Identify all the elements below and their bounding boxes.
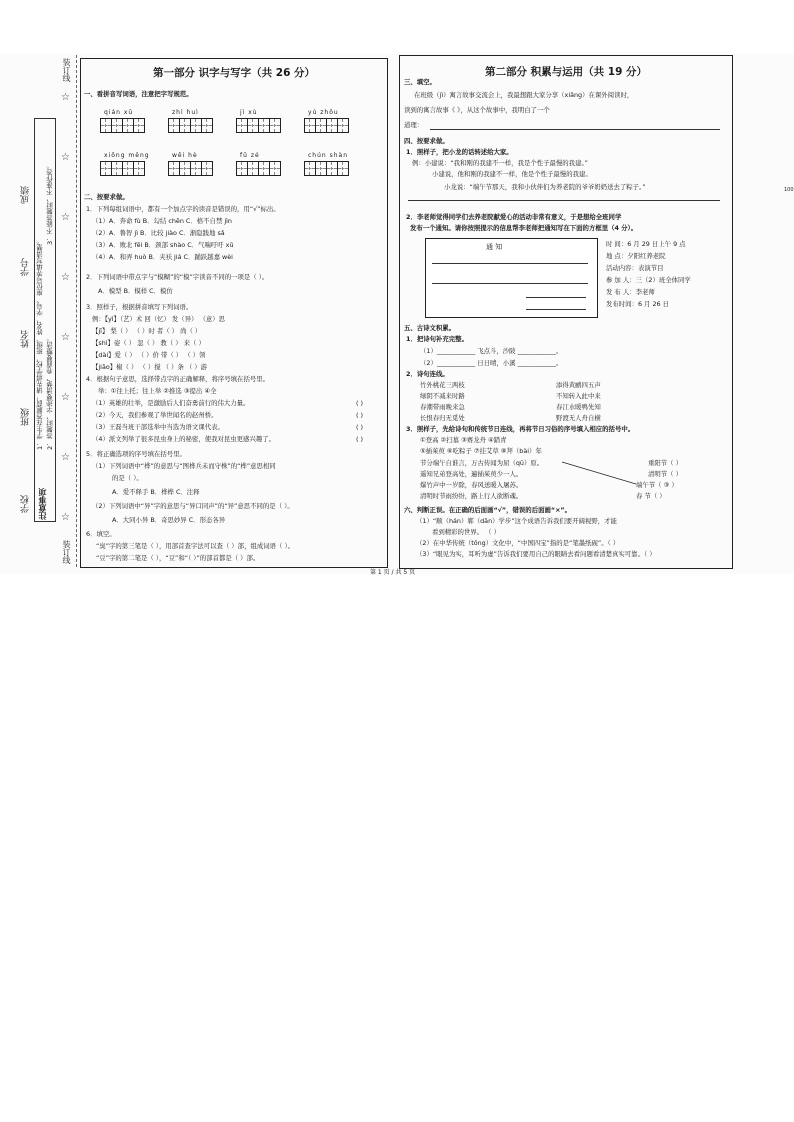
q2-4-row: （3）王磊当班干部选举中当选为语文课代表。 — [92, 423, 224, 431]
q2-6-line1: “臭”字的第三笔是（ ），用部首查字法可以查（ ）部，组成词语（ ）。 — [96, 542, 295, 550]
q5-title: 五、古诗文积累。 — [404, 324, 456, 332]
star-icon: ☆ — [61, 92, 70, 103]
poem-left[interactable]: 竹外桃花三两枝 — [420, 381, 465, 389]
poem-left[interactable]: 长恨春归无觅处 — [420, 414, 465, 422]
side-mark: 100 — [784, 187, 794, 193]
notice-line — [432, 283, 588, 284]
q2-3-stem: 3．照样子，根据拼音填写下列词语。 — [86, 303, 193, 311]
notice-line — [526, 309, 586, 310]
q6-line: （2）在中华传统（tǒng）文化中，“中国四宝”指的是“笔墨纸砚”。（ ） — [416, 539, 620, 547]
q3-line3: 道理： — [404, 121, 424, 129]
q2-4-stem: 4．根据句子意思，选择带点字的正确解释，将序号填在括号里。 — [86, 375, 270, 383]
field-score: 成绩 — [21, 186, 31, 204]
q2-3-example: 例：【yì】（艺）术 回（忆） 发（异） （意）思 — [92, 315, 226, 323]
q3-line1: 在班级（jì）寓言故事交流会上，我最想跟大家分享（xiǎng）在课外阅读时， — [414, 91, 634, 99]
pinyin: xiōng měng — [104, 152, 150, 159]
q5-1-line: （2）____________ 日日晴，小溪 ____________。 — [420, 359, 563, 367]
q2-1-row: （3）A．败北 fēi B．颈部 shào C．气喘吁吁 xū — [92, 241, 234, 249]
q4-title: 四、按要求做。 — [404, 137, 449, 145]
poem-right[interactable]: 野渡无人舟自横 — [556, 414, 601, 422]
page-footer: 第 1 页 / 共 5 页 — [370, 569, 416, 576]
tianzige-box[interactable] — [304, 161, 348, 180]
q2-2-options: A．模型 B．模样 C．模仿 — [98, 287, 173, 295]
tianzige-box[interactable] — [100, 161, 144, 180]
star-icon: ☆ — [61, 332, 70, 343]
q6-line: （1）“顺（hán）郸（dān）学步”这个成语告诉我们要开阔视野，才能 — [416, 517, 617, 525]
poem-right[interactable]: 添得黄鹂四五声 — [556, 381, 601, 389]
answer-blank[interactable]: ( ) — [356, 423, 364, 431]
festival-verse[interactable]: 爆竹声中一岁除，春风送暖入屠苏。 — [420, 481, 523, 489]
pinyin: chún shàn — [308, 152, 349, 159]
notice-info: 地 点：夕阳红养老院 — [606, 252, 666, 260]
q6-line: 看到精彩的世界。 （ ） — [432, 528, 500, 536]
notes-text-2: 2．答题时，字迹要清楚、卷面要整洁。 — [46, 335, 54, 450]
q2-5-line1b: 的是（ ）。 — [112, 474, 143, 482]
star-icon: ☆ — [61, 272, 70, 283]
answer-line[interactable] — [430, 129, 720, 130]
festival-name[interactable]: 端午节（ ③ ） — [636, 481, 678, 489]
q2-6-line2: “豆”字的第二笔是（ ），“豆”和“（ ）”的部首都是（ ）部。 — [96, 554, 260, 562]
festival-name[interactable]: 清明节（ ） — [648, 470, 682, 478]
pinyin: qián xū — [104, 109, 134, 116]
poem-left[interactable]: 绿阴不减来时路 — [420, 392, 465, 400]
q4-1-example1: 例：小建说：“我和刚的我建不一样，我是个性子最慢的我建。” — [412, 159, 588, 167]
star-icon: ☆ — [61, 452, 70, 463]
tianzige-box[interactable] — [100, 118, 144, 137]
q5-1-stem: 1．把诗句补充完整。 — [406, 335, 468, 343]
notice-info: 发 布 人：李老师 — [606, 288, 655, 296]
notice-info: 发布时间：6 月 26 日 — [606, 300, 670, 308]
notice-info: 活动内容：表演节目 — [606, 264, 664, 272]
notes-text-1: 1．学生在答题前，请先将学校、班级、姓名、学号、座位号等填写清楚。 — [36, 237, 44, 450]
pinyin: wēi hè — [172, 152, 198, 159]
binding-dashed-line — [76, 55, 77, 567]
pinyin: yú zhōu — [308, 109, 339, 116]
q2-4-sub: 举：①往上托；往上举 ②推选 ③提出 ④全 — [98, 387, 217, 395]
q2-5-opts1: A．爱不释手 B．桦桦 C．注释 — [112, 488, 200, 496]
q1-title: 一、看拼音写词语，注意把字写规范。 — [84, 90, 193, 98]
poem-left[interactable]: 春潮带雨晚来急 — [420, 403, 465, 411]
q2-5-line1: （1）下列词语中“桦”的意思与“图桦兵未而守株”的“桦”意思相同 — [92, 462, 276, 470]
answer-blank[interactable]: ( ) — [356, 435, 364, 443]
pinyin: fǔ zé — [240, 152, 260, 159]
poem-right[interactable]: 不知转入此中来 — [556, 392, 601, 400]
q2-3-row: 【jiāo】椒（ ） （ ）搅 （ ）条 （ ）游 — [92, 363, 208, 371]
binding-label-bottom: 装订线 — [62, 540, 71, 564]
q2-1-row: （1）A．奔命 fù B．勾结 chēn C．格不自禁 jìn — [92, 217, 232, 225]
field-name: 姓名 — [21, 330, 31, 348]
star-icon: ☆ — [61, 212, 70, 223]
part2-title: 第二部分 积累与运用（共 19 分） — [484, 66, 648, 78]
q3-title: 三、填空。 — [404, 78, 436, 86]
tianzige-box[interactable] — [168, 118, 212, 137]
q2-1-row: （2）A．鲁智 jì B．比较 jiào C．渐隐践地 sǎ — [92, 229, 225, 237]
q4-2-stem1: 2．李老师觉得同学们去养老院献爱心的活动非常有意义，于是想给全班同学 — [406, 213, 622, 221]
q5-3-stem: 3．照样子，先给诗句和传统节日连线，再将节日习俗的序号填入相应的括号中。 — [406, 425, 635, 433]
field-class: 班级 — [21, 408, 31, 426]
notes-text-3: 3．不能答题时，不准作答。 — [46, 162, 54, 245]
q2-3-row: 【jī】 梨（ ） （ ）时 者（ ） 尚（ ） — [92, 327, 202, 335]
q3-line2: 读到的寓言故事《 》，从这个故事中，我明白了一个 — [404, 106, 550, 114]
q6-line: （3）“眼见为实，耳听为虚”告诉我们要用自己的眼睛去看问题看清楚真实可靠。（ ） — [416, 550, 656, 558]
notice-info: 参 加 人：三（2）班全体同学 — [606, 276, 691, 284]
q2-2-stem: 2．下列词语中带点字与“模糊”的“模”字读音不同的一项是（ ）。 — [86, 273, 269, 281]
notice-line — [526, 297, 586, 298]
notice-line — [432, 263, 588, 264]
q4-1-question: 小龙说：“端午节那天，我和小伙伴们为养老院的爷爷奶奶送去了粽子。” — [444, 183, 646, 191]
festival-verse[interactable]: 清明时节雨纷纷，路上行人欲断魂。 — [420, 492, 523, 500]
answer-line[interactable] — [408, 200, 720, 201]
tianzige-box[interactable] — [304, 118, 348, 137]
notice-title: 通 知 — [486, 243, 503, 251]
q5-1-line: （1）____________ 飞点斗，沙陂 ____________。 — [420, 347, 563, 355]
answer-blank[interactable]: ( ) — [356, 399, 364, 407]
q2-4-row: （2）今天，我们参观了举世闻名的赵州桥。 — [92, 411, 218, 419]
example-connector-line — [560, 458, 640, 488]
q4-2-stem2: 发布一个通知。请你按照提示的信息帮李老师把通知写在下面的方框里（4 分）。 — [410, 224, 638, 232]
q2-title: 二、按要求做。 — [84, 193, 129, 201]
q2-4-row: （4）派文列举了很多昆虫身上的秘密，使我对昆虫更感兴趣了。 — [92, 435, 276, 443]
star-icon: ☆ — [61, 152, 70, 163]
q2-1-stem: 1．下列每组词语中，都有一个加点字的读音是错误的，用“√”标出。 — [86, 205, 280, 213]
q2-4-row: （1）英雄的壮举，是激励后人们奋勇前行的伟大力量。 — [92, 399, 250, 407]
answer-blank[interactable]: ( ) — [356, 411, 364, 419]
field-student-id: 学号 — [21, 258, 31, 276]
customs-row: ⑤插茱萸 ⑥吃粽子 ⑦挂艾草 ⑧拜（bài）年 — [420, 447, 542, 455]
q2-6-stem: 6．填空。 — [86, 530, 116, 538]
tianzige-box[interactable] — [236, 161, 280, 180]
q5-2-stem: 2．诗句连线。 — [406, 370, 449, 378]
star-icon: ☆ — [61, 512, 70, 523]
notes-title: 注意事项 — [38, 488, 47, 520]
q2-3-row: 【dài】爱（ ） （ ）价 带（ ） （ ）领 — [92, 351, 206, 359]
festival-name[interactable]: 春 节（ ） — [636, 492, 666, 500]
notice-box[interactable] — [425, 238, 598, 318]
q6-title: 六、判断正误。在正确的后面画“√”，错误的后面画“×”。 — [404, 506, 572, 514]
festival-name[interactable]: 重阳节（ ） — [648, 459, 682, 467]
festival-verse[interactable]: 节分端午自谁言，万古传闻为屈（qū）原。 — [420, 459, 544, 467]
q2-3-row: 【shì】姿（ ） 忽（ ） 教（ ） 来（ ） — [92, 339, 205, 347]
pinyin: jì xù — [240, 109, 258, 116]
notice-info: 时 间：6 月 29 日上午 9 点 — [606, 240, 686, 248]
q2-1-row: （4）A．和弄 huò B．夹袄 jiá C．踊跃越嘉 wèi — [92, 253, 233, 261]
q2-5-opts2: A．大同小异 B．奇思妙异 C．形态各异 — [112, 516, 226, 524]
star-icon: ☆ — [61, 392, 70, 403]
festival-verse[interactable]: 遥知兄弟登高处，遍插茱萸少一人。 — [420, 470, 523, 478]
binding-label-top: 装订线 — [62, 58, 71, 82]
q2-5-stem: 5．将正确选项的序号填在括号里。 — [86, 450, 186, 458]
field-school: 学校 — [21, 495, 31, 513]
q2-5-line2: （2）下列词语中“异”字的意思与“异口同声”的“异”意思不同的是（ ）。 — [92, 502, 294, 510]
q4-1-stem: 1．照样子，把小龙的话转述给大家。 — [406, 148, 513, 156]
tianzige-box[interactable] — [236, 118, 280, 137]
q4-1-example2: 小建说，他和刚的我建不一样，他是个性子最慢的我建。 — [432, 170, 592, 178]
customs-row: ①登高 ②扫墓 ③赛龙舟 ④踏青 — [420, 436, 507, 444]
poem-right[interactable]: 春江水暖鸭先知 — [556, 403, 601, 411]
part1-title: 第一部分 识字与写字（共 26 分） — [152, 67, 316, 79]
pinyin: zhì huì — [172, 109, 199, 116]
tianzige-box[interactable] — [168, 161, 212, 180]
